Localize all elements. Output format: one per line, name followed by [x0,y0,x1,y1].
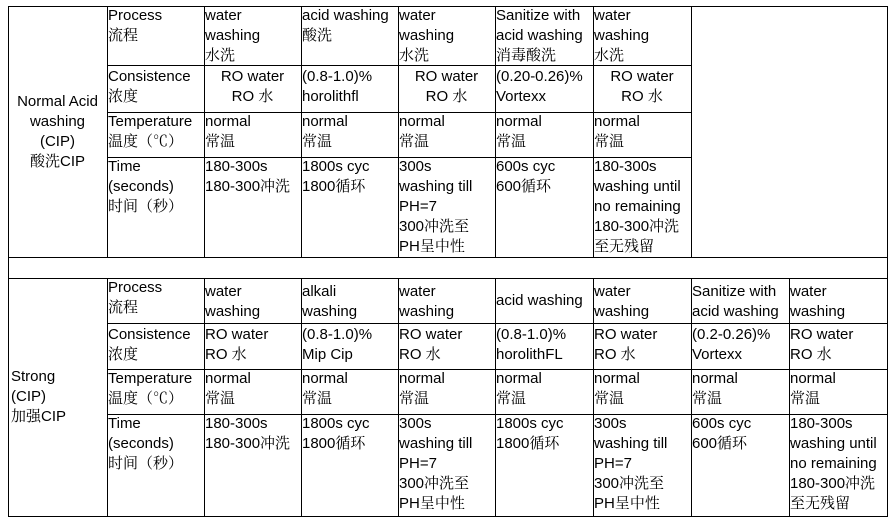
section2-label: Strong (CIP) 加强CIP [11,368,67,425]
s1-step1-time: 180-300s 180-300冲洗 [205,158,291,195]
s1-step5-time: 180-300s washing until no remaining 180-300冲洗 至无残留 [594,158,681,255]
s2-step2-process: alkali washing [302,283,358,320]
grid-line [301,278,302,516]
grid-line [301,6,302,257]
s1-step2-time [301,157,398,257]
s2-step6-process: Sanitize with acid washing [692,283,779,320]
grid-line [398,278,399,516]
grid-line [204,278,205,516]
s1-row-label-consistence: Consistence 浓度 [108,68,191,105]
s1-row-label-temperature: Temperature 温度（℃） [108,113,193,150]
s1-step5-process: water washing 水洗 [594,7,650,64]
s2-step2-consistence: (0.8-1.0)% Mip Cip [302,326,373,363]
s1-step1-process: water washing 水洗 [205,7,261,64]
grid-line [593,6,594,257]
s2-step1-process: water washing [205,283,261,320]
s2-step4-consistence: (0.8-1.0)% horolithFL [496,326,567,363]
grid-line [107,65,692,66]
s2-step4-time: 1800s cyc 1800循环 [496,415,564,452]
s1-step1-temperature: normal 常温 [205,113,251,150]
s1-step4-temperature: normal 常温 [496,113,542,150]
s1-step4-consistence: (0.20-0.26)% Vortexx [496,68,583,105]
s2-step1-consistence: RO water RO 水 [205,326,269,363]
grid-line [398,6,399,257]
s2-step3-process: water washing [399,283,455,320]
s1-step2-process: acid washing 酸洗 [302,7,389,44]
s2-row-label-time: Time (seconds) 时间（秒） [108,415,184,472]
s2-step2-time: 1800s cyc 1800循环 [302,415,370,452]
s1-step2-temperature: normal 常温 [302,113,348,150]
section1-label: Normal Acid washing (CIP) 酸洗CIP [17,92,98,170]
s2-step2-temperature: normal 常温 [302,370,348,407]
grid-line [8,6,9,517]
s2-row-label-consistence: Consistence 浓度 [108,326,191,363]
grid-line [8,257,887,258]
grid-line [789,278,790,516]
grid-line [107,157,692,158]
s1-step3-time: 300s washing till PH=7 300冲洗至 PH呈中性 [399,158,473,255]
grid-line [107,323,887,324]
s2-step5-time: 300s washing till PH=7 300冲洗至 PH呈中性 [594,415,668,512]
s2-step3-time: 300s washing till PH=7 300冲洗至 PH呈中性 [399,415,473,512]
s1-step3-consistence: RO water RO 水 [414,68,479,105]
s2-step6-temperature: normal 常温 [692,370,738,407]
grid-line [691,278,692,516]
grid-line [204,6,205,257]
s2-step6-time: 600s cyc 600循环 [692,415,752,452]
s2-step4-process: acid washing [496,291,583,309]
s2-row-label-temperature: Temperature 温度（℃） [108,370,193,407]
grid-line [8,6,887,7]
s2-step7-consistence: RO water RO 水 [790,326,854,363]
s2-step7-process: water washing [790,283,846,320]
grid-line [107,112,692,113]
grid-line [8,278,887,279]
grid-line [495,6,496,257]
grid-line [691,6,692,257]
s2-step1-temperature: normal 常温 [205,370,251,407]
s2-step5-consistence: RO water RO 水 [594,326,658,363]
grid-line [887,6,888,517]
s2-step7-time: 180-300s washing until no remaining 180-300冲洗 至无残留 [790,415,877,512]
s2-step1-time: 180-300s 180-300冲洗 [205,415,291,452]
grid-line [8,516,887,517]
s1-step3-temperature: normal 常温 [399,113,445,150]
grid-line [495,278,496,516]
s1-row-label-time: Time (seconds) 时间（秒） [108,158,184,215]
s2-step3-consistence: RO water RO 水 [399,326,463,363]
s1-step2-consistence: (0.8-1.0)% horolithfl [302,68,373,105]
grid-line [107,414,887,415]
s1-step4-time: 600s cyc 600循环 [496,158,556,195]
s1-step2-time-text: 1800s cyc 1800循环 [302,158,370,195]
s1-step3-process: water washing 水洗 [399,7,455,64]
s2-step6-consistence: (0.2-0.26)% Vortexx [692,326,771,363]
s1-step4-process: Sanitize with acid washing 消毒酸洗 [496,7,583,64]
s2-step5-temperature: normal 常温 [594,370,640,407]
grid-line [107,6,108,257]
s1-row-label-process: Process 流程 [108,7,163,44]
s2-step4-temperature: normal 常温 [496,370,542,407]
s1-step5-temperature: normal 常温 [594,113,640,150]
s2-step7-temperature: normal 常温 [790,370,836,407]
s1-step1-consistence: RO water RO 水 [220,68,285,105]
s2-row-label-process: Process 流程 [108,279,163,316]
grid-line [593,278,594,516]
s1-step5-consistence: RO water RO 水 [610,68,674,105]
grid-line [107,278,108,516]
grid-line [107,369,887,370]
s2-step5-process: water washing [594,283,650,320]
s2-step3-temperature: normal 常温 [399,370,445,407]
